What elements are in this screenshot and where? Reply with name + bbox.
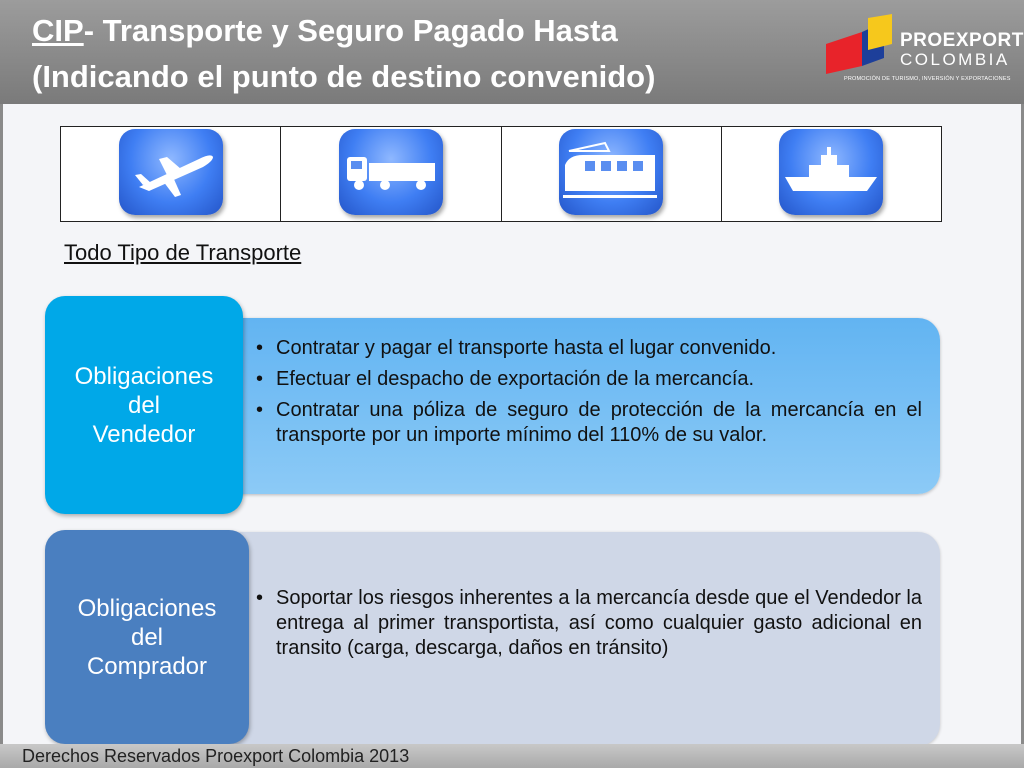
buyer-label-line3: Comprador [86, 652, 208, 680]
footer-bar [0, 744, 1024, 768]
title-rest: - Transporte y Seguro Pagado Hasta [83, 13, 618, 48]
buyer-obligations-list [256, 586, 922, 667]
seller-obligations-list [256, 336, 922, 454]
airplane-icon [119, 129, 223, 215]
buyer-label-line2: del [130, 623, 164, 651]
list-item: • Soportar los riesgos inherentes a la mercancía desde que el Vendedor la entrega al primer transportista, así como cualquier gasto adicional en transito (carga, descarga, daños en tránsito) [256, 586, 922, 661]
ship-icon [779, 129, 883, 215]
logo-brand-line2: COLOMBIA [900, 50, 1010, 69]
transport-icons-table [60, 126, 942, 222]
list-item: • Contratar una póliza de seguro de protección de la mercancía en el transporte por un importe mínimo del 110% de su valor. [256, 398, 922, 448]
truck-icon [339, 129, 443, 215]
title-line2: (Indicando el punto de destino convenido) [32, 59, 656, 94]
copyright-text: Derechos Reservados Proexport Colombia 2013 [22, 746, 410, 766]
icon-cell-air [61, 127, 281, 222]
proexport-logo [822, 14, 1024, 90]
transport-subtitle: Todo Tipo de Transporte [64, 240, 302, 265]
seller-label-line3: Vendedor [92, 420, 196, 448]
logo-tagline: PROMOCIÓN DE TURISMO, INVERSIÓN Y EXPORTACIONES [844, 76, 1011, 82]
train-icon [559, 129, 663, 215]
icon-cell-rail [501, 127, 721, 222]
icon-cell-road [281, 127, 501, 222]
buyer-label-line1: Obligaciones [77, 594, 217, 622]
icon-cell-sea [721, 127, 941, 222]
buyer-obligations-label [45, 530, 249, 744]
list-item: • Contratar y pagar el transporte hasta el lugar convenido. [256, 336, 922, 361]
seller-label-line2: del [127, 391, 161, 419]
seller-label-line1: Obligaciones [74, 362, 214, 390]
list-item: • Efectuar el despacho de exportación de la mercancía. [256, 367, 922, 392]
logo-mark-icon [822, 14, 898, 78]
header-bar [0, 0, 1024, 104]
left-border [0, 104, 3, 744]
logo-brand-line1: PROEXPORT [900, 30, 1024, 51]
page-title [32, 8, 655, 100]
title-cip: CIP [32, 13, 84, 48]
seller-obligations-label [45, 296, 243, 514]
